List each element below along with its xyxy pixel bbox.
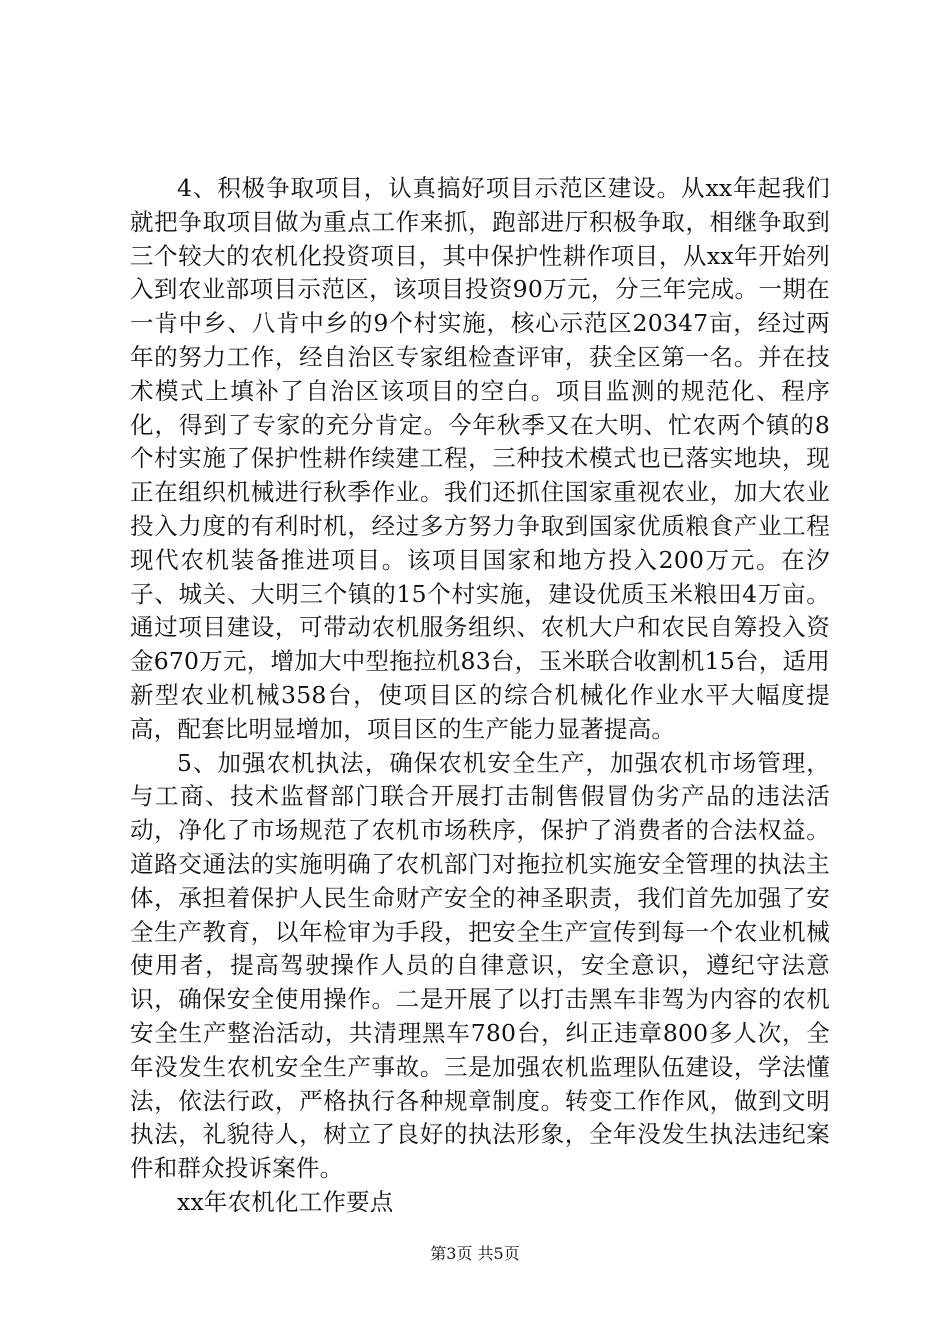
page-number-footer: 第3页 共5页 [430, 1244, 520, 1263]
document-body [130, 172, 830, 1220]
paragraph-law-enforcement: 5、加强农机执法，确保农机安全生产，加强农机市场管理，与工商、技术监督部门联合开展打击制售假冒伪劣产品的违法活动，净化了市场规范了农机市场秩序，保护了消费者的合法权益。道路交通法的实施明确了农机部门对拖拉机实施安全管理的执法主体，承担着保护人民生命财产安全的神圣职责，我们首先加强了安全生产教育，以年检审为手段，把安全生产宣传到每一个农业机械使用者，提高驾驶操作人员的自律意识，安全意识，遵纪守法意识，确保安全使用操作。二是开展了以打击黑车非驾为内容的农机安全生产整治活动，共清理黑车780台，纠正违章800多人次，全年没发生农机安全生产事故。三是加强农机监理队伍建设，学法懂法，依法行政，严格执行各种规章制度。转变工作作风，做到文明执法，礼貌待人，树立了良好的执法形象，全年没发生执法违纪案件和群众投诉案件。 [130, 748, 830, 1183]
section-subheading: xx年农机化工作要点 [177, 1187, 394, 1216]
paragraph-project-demonstration: 4、积极争取项目，认真搞好项目示范区建设。从xx年起我们就把争取项目做为重点工作来抓，跑部进厅积极争取，相继争取到三个较大的农机化投资项目，其中保护性耕作项目，从xx年开始列入到农业部项目示范区，该项目投资90万元，分三年完成。一期在一肯中乡、八肯中乡的9个村实施，核心示范区20347亩，经过两年的努力工作，经自治区专家组检查评审，获全区第一名。并在技术模式上填补了自治区该项目的空白。项目监测的规范化、程序化，得到了专家的充分肯定。今年秋季又在大明、忙农两个镇的8个村实施了保护性耕作续建工程，三种技术模式也已落实地块，现正在组织机械进行秋季作业。我们还抓住国家重视农业，加大农业投入力度的有利时机，经过多方努力争取到国家优质粮食产业工程现代农机装备推进项目。该项目国家和地方投入200万元。在汐子、城关、大明三个镇的15个村实施，建设优质玉米粮田4万亩。通过项目建设，可带动农机服务组织、农机大户和农民自筹投入资金670万元，增加大中型拖拉机83台，玉米联合收割机15台，适用新型农业机械358台，使项目区的综合机械化作业水平大幅度提高，配套比明显增加，项目区的生产能力显著提高。 [130, 174, 830, 743]
